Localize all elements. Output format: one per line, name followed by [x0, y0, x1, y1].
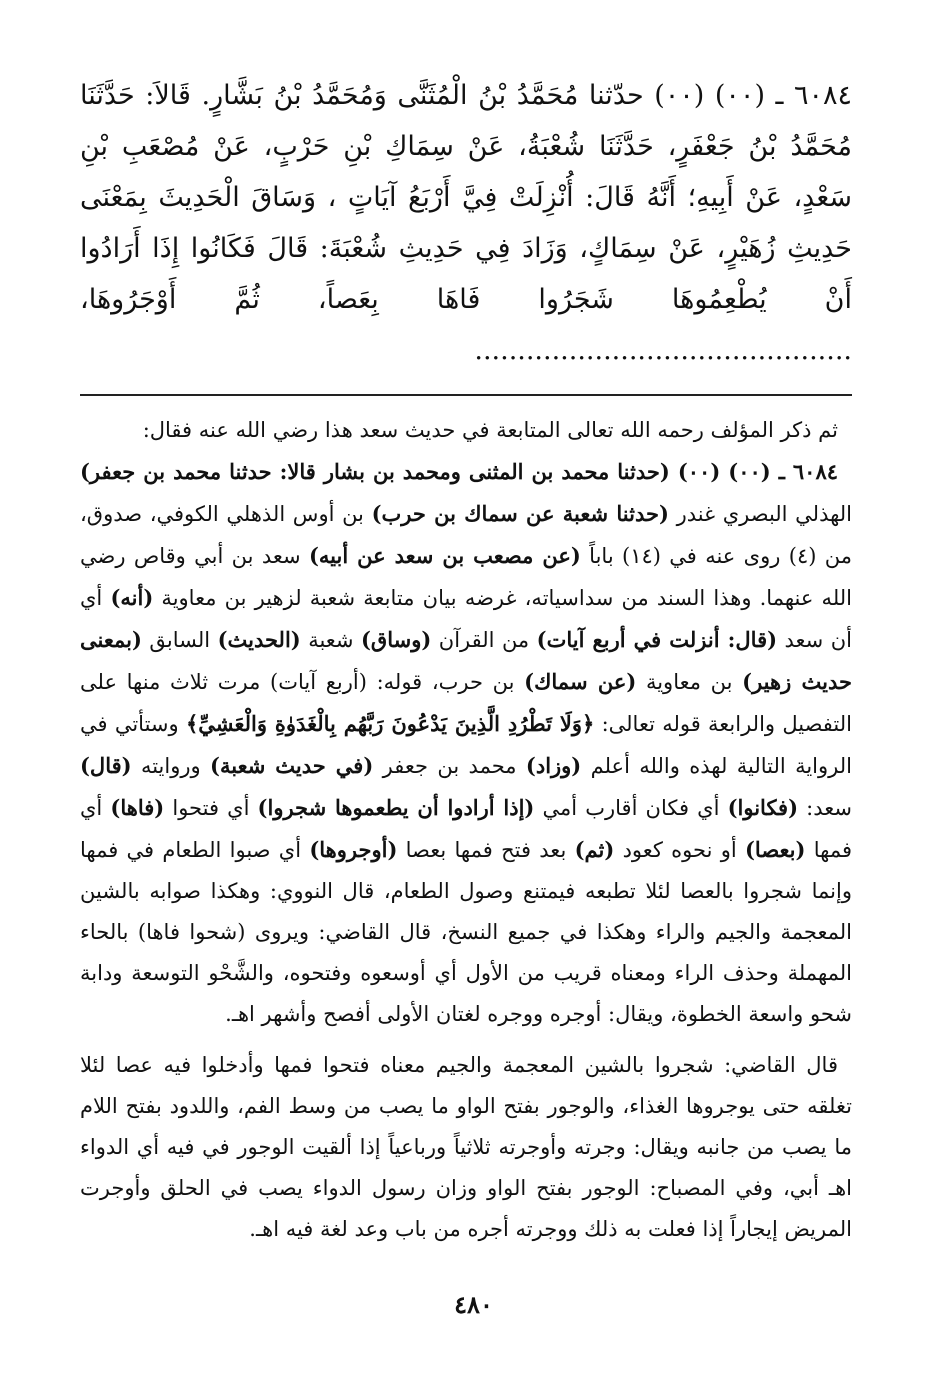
plain-segment: أي صبوا الطعام في فمها وإنما شجروا بالعصا لئلا تطبعه فيمتنع وصول الطعام، قال النووي: وهكذا صوابه بالشين المعجمة والجيم والراء وهكذا في جميع النسخ، قال القاضي: ويروى (شحوا فاها) بالحاء المهملة وحذف الراء ومعناه قريب من الأول أي أوسعوه وفتحوه، والشَّحْو التوسعة ودابة شحو واسعة الخطوة، ويقال: أوجره ووجره لغتان الأولى أفصح وأشهر اهـ. — [80, 838, 852, 1026]
plain-segment: من القرآن — [431, 628, 537, 652]
plain-segment: بعد فتح فمها بعصا — [397, 838, 575, 862]
bold-segment: (بعصا) — [744, 837, 806, 862]
bold-segment: (فاها) — [110, 795, 165, 820]
hadith-text-block — [80, 70, 852, 376]
commentary-paragraph-1 — [80, 451, 852, 1035]
plain-segment: وستأتي في الرواية التالية لهذه والله أعلم — [80, 712, 852, 778]
plain-segment: السابق — [141, 628, 218, 652]
plain-segment: شعبة — [300, 628, 361, 652]
plain-segment: سعد بن أبي وقاص رضي الله عنهما. وهذا السند من سداسياته، غرضه بيان متابعة شعبة لزهير بن معاوية — [80, 544, 852, 610]
bold-segment: (الحديث) — [217, 627, 301, 652]
plain-segment: أي فمها — [80, 796, 852, 862]
plain-segment: بن أوس الذهلي الكوفي، صدوق، من (٤) روى عنه في (١٤) باباً — [80, 502, 852, 568]
bold-segment: (وزاد) — [525, 753, 582, 778]
bold-segment: (قال) — [80, 753, 132, 778]
bold-segment: (عن مصعب بن سعد عن أبيه) — [308, 543, 581, 568]
bold-segment: (إذا أرادوا أن يطعموها شجروا) — [257, 795, 535, 820]
quran-verse: ﴿وَلَا تَطْرُدِ الَّذِينَ يَدْعُونَ رَبَّهُم بِالْغَدَوٰةِ وَالْعَشِيِّ﴾ — [185, 711, 595, 736]
plain-segment: أي فتحوا — [164, 796, 258, 820]
continuation-dots: ............................................ — [474, 335, 852, 366]
plain-segment: أي أن سعد — [80, 586, 853, 652]
plain-segment: سعد: — [798, 796, 852, 820]
bold-segment: (ثم) — [574, 837, 615, 862]
bold-segment: (أوجروها) — [309, 837, 398, 862]
commentary-section — [80, 410, 852, 1250]
bold-segment: (وساق) — [361, 627, 432, 652]
plain-segment: بن معاوية — [636, 670, 743, 694]
commentary-intro: ثم ذكر المؤلف رحمه الله تعالى المتابعة في حديث سعد هذا رضي الله عنه فقال: — [142, 418, 838, 442]
plain-segment: الهذلي البصري غندر — [668, 502, 853, 526]
plain-segment: وروايته — [131, 754, 211, 778]
plain-segment: بن حرب، قوله: (أربع آيات) مرت ثلاث منها على التفصيل والرابعة قوله تعالى: — [80, 670, 852, 736]
bold-segment: ٦٠٨٤ ـ (٠٠) (٠٠) (حدثنا محمد بن المثنى ومحمد بن بشار قالا: حدثنا محمد بن جعفر) — [80, 459, 839, 484]
plain-segment: أو نحوه كعود — [614, 838, 745, 862]
bold-segment: (فكانوا) — [727, 795, 799, 820]
bold-segment: (حدثنا شعبة عن سماك بن حرب) — [371, 501, 669, 526]
footnote-divider — [80, 394, 852, 396]
page-number: ٤٨٠ — [454, 1290, 493, 1319]
bold-segment: (بمعنى حديث زهير) — [80, 627, 852, 694]
plain-segment: محمد بن جعفر — [373, 754, 526, 778]
commentary-paragraph-2: قال القاضي: شجروا بالشين المعجمة والجيم معناه فتحوا فمها وأدخلوا فيه عصا لئلا تغلقه حتى يوجروها الغذاء، والوجور بفتح الواو ما يصب من وسط الفم، واللدود بفتح اللام ما يصب من جانبه ويقال: وجرته وأوجرته ثلاثياً ورباعياً إذا ألقيت الوجور في فيه أي الدواء اهـ أبي، وفي المصباح: الوجور بفتح الواو وزان رسول الدواء يصب في الحلق وأوجرت المريض إيجاراً إذا فعلت به ذلك ووجرته أجره من باب وعد لغة فيه اهـ. — [80, 1053, 852, 1241]
bold-segment: (عن سماك) — [524, 669, 637, 694]
bold-segment: (قال: أنزلت في أربع آيات) — [536, 627, 778, 652]
page-body — [80, 70, 852, 1250]
hadith-text: ٦٠٨٤ ـ (٠٠) (٠٠) حدّثنا مُحَمَّدُ بْنُ الْمُثَنَّى وَمُحَمَّدُ بْنُ بَشَّارٍ. قَالاَ: حَدَّثَنَا مُحَمَّدُ بْنُ جَعْفَرٍ، حَدَّثَنَا شُعْبَةُ، عَنْ سِمَاكِ بْنِ حَرْبٍ، عَنْ مُصْعَبِ بْنِ سَعْدٍ، عَنْ أَبِيهِ؛ أَنَّهُ قَالَ: أُنْزِلَتْ فِيَّ أَرْبَعُ آيَاتٍ ، وَسَاقَ الْحَدِيثَ بِمَعْنَى حَدِيثِ زُهَيْرٍ، عَنْ سِمَاكٍ، وَزَادَ فِي حَدِيثِ شُعْبَةَ: قَالَ فَكَانُوا إِذَا أَرَادُوا أَنْ يُطْعِمُوهَا شَجَرُوا فَاهَا بِعَصاً، ثُمَّ أَوْجَرُوهَا، — [80, 80, 853, 315]
plain-segment: أي فكان أقارب أمي — [534, 796, 728, 820]
bold-segment: (أنه) — [110, 585, 154, 610]
bold-segment: (في حديث شعبة) — [210, 753, 374, 778]
